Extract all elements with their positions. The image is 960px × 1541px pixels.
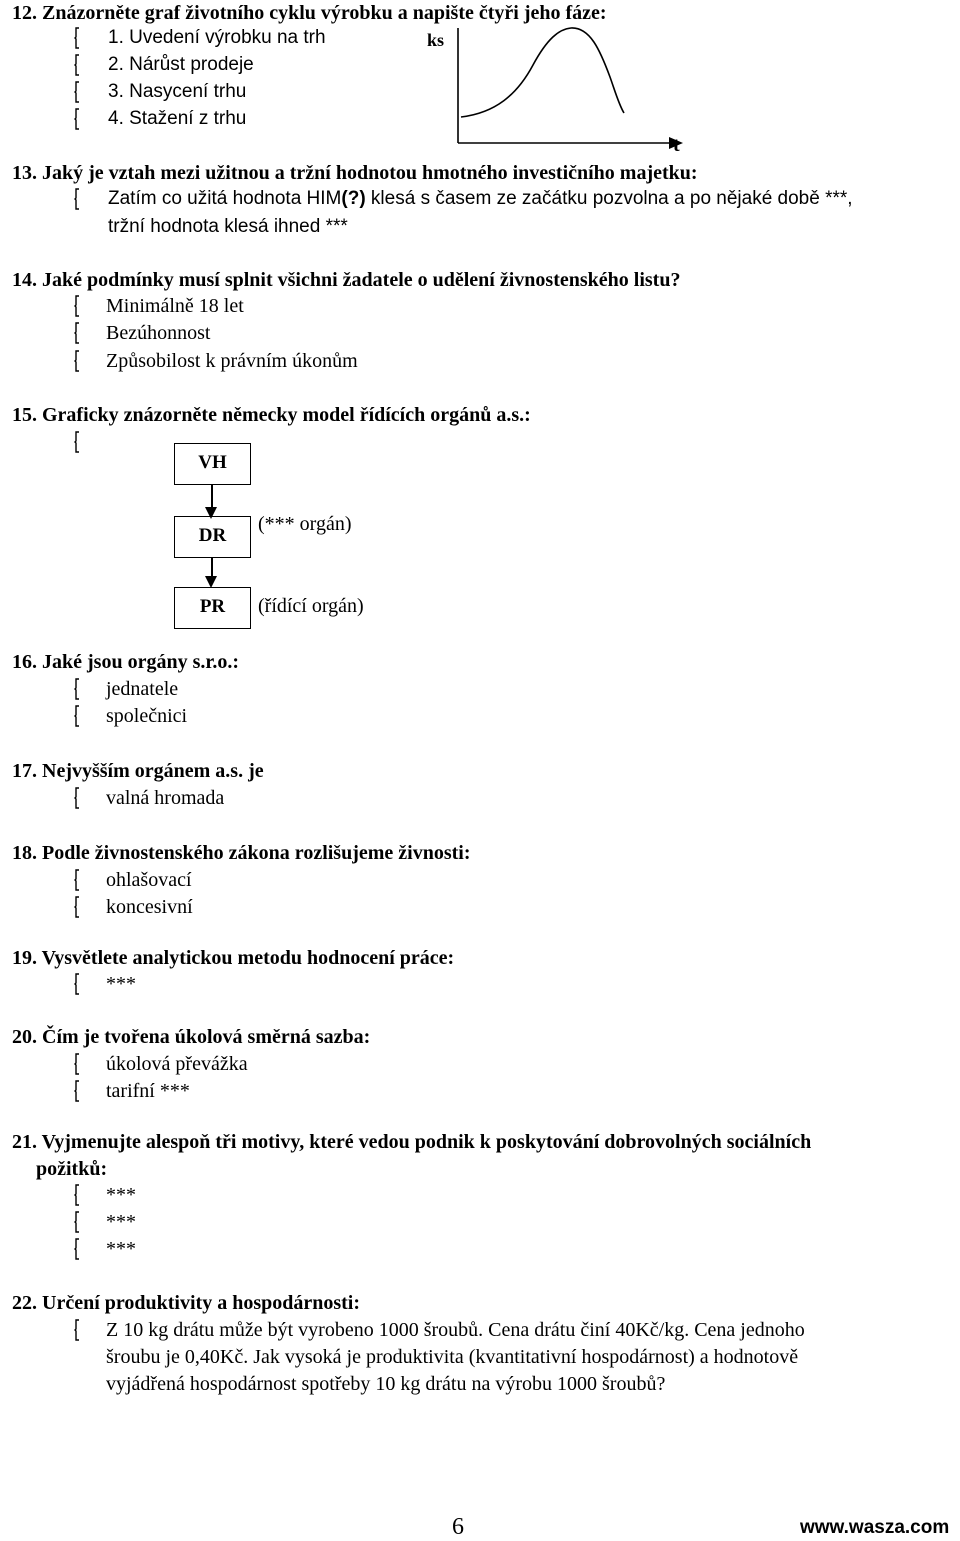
bullet-icon xyxy=(72,705,82,727)
pr-note: (řídící orgán) xyxy=(258,595,364,617)
list-item: *** xyxy=(106,1184,136,1206)
bullet-icon xyxy=(72,1211,82,1233)
question-20-heading: 20. Čím je tvořena úkolová směrná sazba: xyxy=(12,1026,371,1048)
bullet-icon xyxy=(72,322,82,344)
footer-url[interactable]: www.wasza.com xyxy=(800,1517,950,1538)
question-15-heading: 15. Graficky znázorněte německy model řídících orgánů a.s.: xyxy=(12,404,531,426)
bullet-icon xyxy=(72,350,82,372)
question-21-heading-cont: požitků: xyxy=(36,1158,108,1180)
bullet-icon xyxy=(72,1184,82,1206)
q22-line-2: šroubu je 0,40Kč. Jak vysoká je produktivita (kvantitativní hospodárnost) a hodnotově xyxy=(106,1346,799,1368)
bullet-icon xyxy=(72,1319,82,1341)
q22-line-3: vyjádřená hospodárnost spotřeby 10 kg drátu na výrobu 1000 šroubů? xyxy=(106,1373,666,1395)
graph-y-label: ks xyxy=(427,30,445,50)
list-item: Způsobilost k právním úkonům xyxy=(106,350,358,372)
question-13-heading: 13. Jaký je vztah mezi užitnou a tržní hodnotou hmotného investičního majetku: xyxy=(12,162,698,184)
question-17-heading: 17. Nejvyšším orgánem a.s. je xyxy=(12,760,264,782)
bullet-icon xyxy=(72,295,82,317)
list-item: *** xyxy=(106,1211,136,1233)
question-16-heading: 16. Jaké jsou orgány s.r.o.: xyxy=(12,651,240,673)
org-box-vh: VH xyxy=(174,443,251,485)
list-item: 1. Uvedení výrobku na trh xyxy=(108,27,326,48)
bullet-icon xyxy=(72,678,82,700)
question-18-heading: 18. Podle živnostenského zákona rozlišujeme živnosti: xyxy=(12,842,471,864)
list-item: ohlašovací xyxy=(106,869,192,891)
list-item: Bezúhonnost xyxy=(106,322,211,344)
list-item: valná hromada xyxy=(106,787,225,809)
list-item: 4. Stažení z trhu xyxy=(108,108,247,129)
bullet-icon xyxy=(72,1080,82,1102)
list-item: *** xyxy=(106,973,136,995)
bullet-icon xyxy=(72,54,82,76)
product-life-cycle-graph xyxy=(455,25,685,160)
page-number: 6 xyxy=(452,1514,464,1540)
list-item: tarifní *** xyxy=(106,1080,190,1102)
bullet-icon xyxy=(72,869,82,891)
org-box-dr: DR xyxy=(174,516,251,558)
connector-line xyxy=(211,558,213,578)
q13-line-1: Zatím co užitá hodnota HIM(?) klesá s časem ze začátku pozvolna a po nějaké době ***, xyxy=(108,188,853,209)
question-12-heading: 12. Znázorněte graf životního cyklu výrobku a napište čtyři jeho fáze: xyxy=(12,2,607,24)
org-box-pr: PR xyxy=(174,587,251,629)
bullet-icon xyxy=(72,1238,82,1260)
bullet-icon xyxy=(72,973,82,995)
question-19-heading: 19. Vysvětlete analytickou metodu hodnocení práce: xyxy=(12,947,455,969)
list-item: jednatele xyxy=(106,678,179,700)
list-item: 2. Nárůst prodeje xyxy=(108,54,254,75)
q22-line-1: Z 10 kg drátu může být vyrobeno 1000 šroubů. Cena drátu činí 40Kč/kg. Cena jednoho xyxy=(106,1319,805,1341)
dr-note: (*** orgán) xyxy=(258,513,352,535)
bullet-icon xyxy=(72,188,82,210)
question-14-heading: 14. Jaké podmínky musí splnit všichni žadatele o udělení živnostenského listu? xyxy=(12,269,681,291)
q13-line-2: tržní hodnota klesá ihned *** xyxy=(108,216,348,237)
question-22-heading: 22. Určení produktivity a hospodárnosti: xyxy=(12,1292,361,1314)
life-cycle-curve xyxy=(461,28,624,117)
connector-line xyxy=(211,485,213,509)
list-item: úkolová převážka xyxy=(106,1053,248,1075)
list-item: 3. Nasycení trhu xyxy=(108,81,247,102)
bullet-icon xyxy=(72,81,82,103)
list-item: Minimálně 18 let xyxy=(106,295,244,317)
bullet-icon xyxy=(72,787,82,809)
bullet-icon xyxy=(72,108,82,130)
list-item: společnici xyxy=(106,705,188,727)
bullet-icon xyxy=(72,431,82,453)
bullet-icon xyxy=(72,27,82,49)
list-item: koncesivní xyxy=(106,896,193,918)
graph-x-label: t xyxy=(673,134,680,156)
bullet-icon xyxy=(72,1053,82,1075)
bullet-icon xyxy=(72,896,82,918)
list-item: *** xyxy=(106,1238,136,1260)
question-21-heading: 21. Vyjmenujte alespoň tři motivy, které vedou podnik k poskytování dobrovolných sociálních xyxy=(12,1131,812,1153)
